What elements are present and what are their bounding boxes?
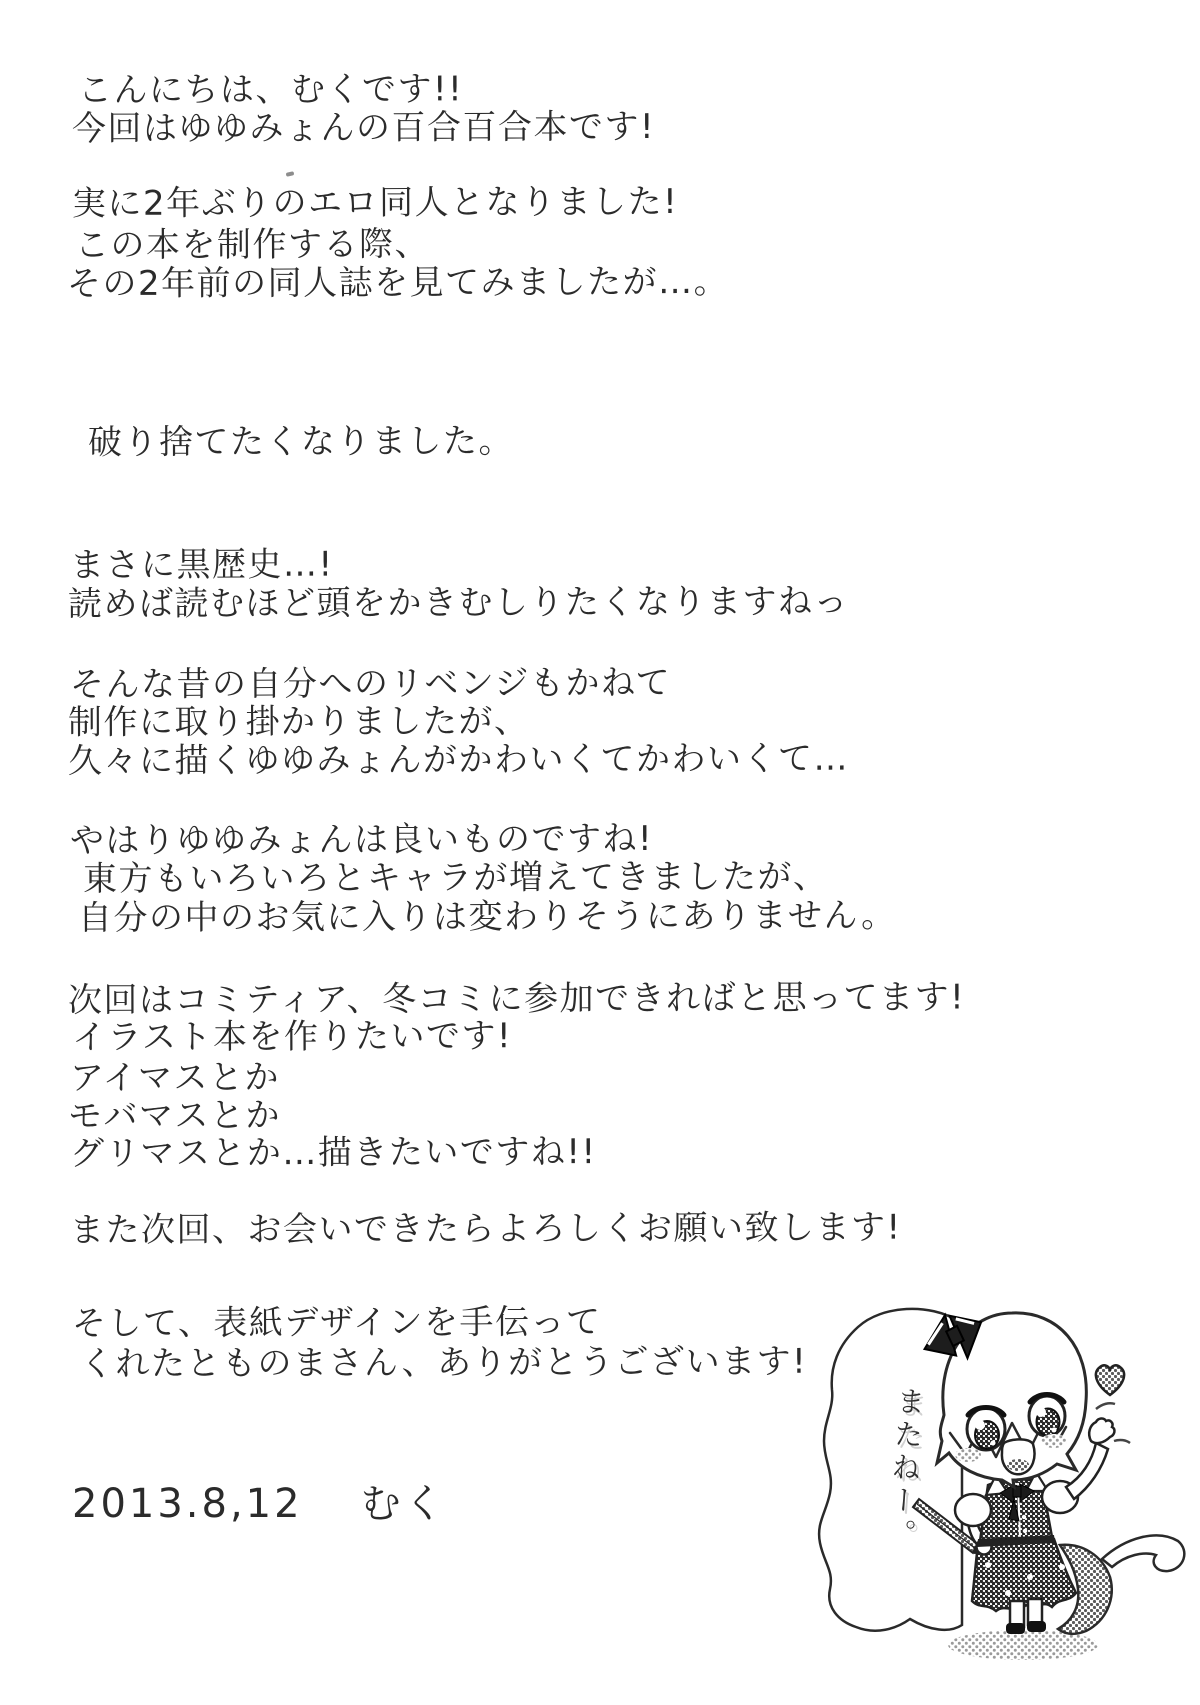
sleeve-left [955, 1494, 991, 1526]
handwritten-line: イラスト本を作りたいです! [71, 1016, 513, 1058]
signature-name: むく [360, 1481, 447, 1527]
arm-raised [1066, 1443, 1108, 1499]
handwritten-line: グリマスとか…描きたいですね!! [69, 1132, 597, 1174]
eye-left [967, 1408, 1005, 1451]
handwritten-line: そして、表紙デザインを手伝って [71, 1302, 602, 1344]
signature-date: 2013.8,12 [72, 1481, 303, 1527]
handwritten-line: そんな昔の自分へのリベンジもかねて [69, 662, 672, 706]
scan-speck [286, 171, 295, 177]
chibi-character-illustration [730, 1225, 1200, 1705]
handwritten-line: 次回はコミティア、冬コミに参加できればと思ってます! [67, 977, 966, 1021]
handwritten-line: モバマスとか [67, 1095, 282, 1137]
handwritten-line: 久々に描くゆゆみょんがかわいくてかわいくて… [67, 738, 850, 782]
signature-row [72, 1472, 447, 1529]
ghost-tail-curl [1102, 1535, 1184, 1571]
handwritten-line: 東方もいろいろとキャラが増えてきましたが、 [82, 856, 829, 900]
handwritten-line: 自分の中のお気に入りは変わりそうにありません。 [77, 895, 897, 939]
handwritten-line: アイマスとか [69, 1057, 281, 1099]
handwritten-line: まさに黒歴史…! [69, 544, 334, 586]
handwritten-line: やはりゆゆみょんは良いものですね! [69, 818, 654, 862]
mouth [1002, 1439, 1035, 1474]
handwritten-line: この本を制作する際、 [74, 224, 431, 266]
shoe-right [1027, 1621, 1046, 1632]
handwritten-line: こんにちは、むくです!! [77, 69, 464, 111]
handwritten-line: くれたとものまさん、ありがとうございます! [79, 1341, 808, 1385]
speech-vertical-text: またねー。 [882, 1385, 928, 1552]
handwritten-line: その2年前の同人誌を見てみましたが…。 [66, 261, 730, 305]
heart-icon [1096, 1365, 1124, 1395]
handwritten-line: 制作に取り掛かりましたが、 [67, 701, 530, 743]
handwritten-line: 読めば読むほど頭をかきむしりたくなりますねっ [67, 581, 850, 625]
blush-left [955, 1448, 981, 1462]
handwritten-line: 今回はゆゆみょんの百合百合本です! [71, 106, 656, 150]
shoe-left [1006, 1623, 1025, 1634]
eye-right [1029, 1395, 1065, 1437]
handwritten-line: また次回、お会いできたらよろしくお願い致します! [69, 1207, 902, 1251]
handwritten-line: 実に2年ぶりのエロ同人となりました! [71, 181, 679, 225]
hand-raised [1089, 1418, 1114, 1443]
handwritten-line: 破り捨てたくなりました。 [87, 421, 515, 463]
blush-right [1041, 1434, 1067, 1448]
